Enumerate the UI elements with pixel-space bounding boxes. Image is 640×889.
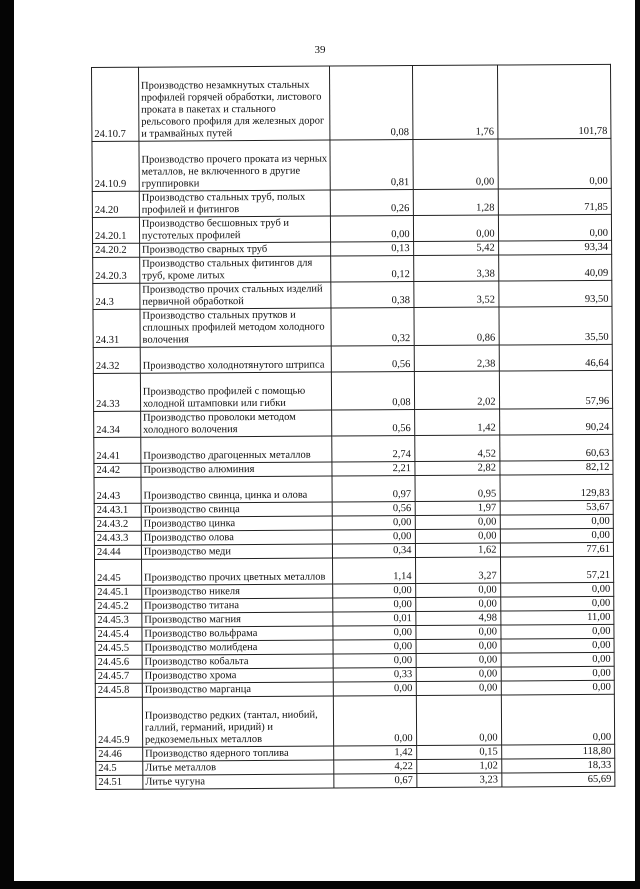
row-code: 24.20.2 [93,243,140,257]
row-name: Производство проволоки методом холодного волочения [140,410,331,437]
row-value-1: 0,00 [333,682,416,697]
row-value-1: 0,00 [333,640,416,655]
row-value-1: 1,14 [332,558,415,585]
table-row [94,408,613,437]
row-name: Производство никеля [142,584,333,599]
row-name: Производство свинца [141,502,332,517]
row-value-1: 0,00 [332,530,415,545]
row-value-1: 0,08 [331,372,414,411]
row-value-2: 0,00 [416,681,501,696]
row-value-3: 93,34 [498,240,612,255]
row-value-2: 1,62 [415,543,500,558]
row-value-2: 0,00 [415,583,500,598]
row-value-1: 0,00 [333,626,416,641]
row-name: Производство незамкнутых стальных профилей горячей обработки, листового проката в пакетах и стального рельсового профиля для железных дорог и трамвайных путей [138,66,329,141]
row-code: 24.43.2 [94,517,141,531]
row-code: 24.45.2 [95,599,142,613]
row-value-1: 0,32 [331,308,414,347]
row-code: 24.43.1 [94,503,141,517]
row-value-1: 0,34 [332,544,415,559]
row-code: 24.44 [94,545,141,559]
row-value-3: 77,61 [500,542,614,557]
row-value-1: 0,00 [333,696,416,747]
row-value-3: 0,00 [501,666,615,681]
row-value-3: 65,69 [501,772,615,787]
row-value-2: 0,15 [416,745,501,760]
row-value-3: 90,24 [499,408,613,435]
row-name: Производство прочих цветных металлов [141,558,332,585]
row-value-3: 0,00 [501,652,615,667]
row-value-3: 71,85 [498,188,612,215]
row-value-3: 18,33 [501,758,615,773]
row-name: Литье металлов [143,760,334,775]
row-code: 24.5 [96,761,143,775]
row-value-2: 0,86 [414,307,499,346]
row-value-1: 0,67 [333,774,416,789]
row-value-2: 1,76 [412,65,497,140]
row-code: 24.10.7 [92,67,139,141]
row-name: Производство бесшовных труб и пустотелых профилей [139,216,330,243]
row-value-1: 0,00 [332,584,415,599]
row-code: 24.20.3 [93,257,140,283]
row-value-3: 0,00 [500,596,614,611]
row-code: 24.45.5 [95,641,142,655]
row-value-2: 0,00 [416,667,501,682]
row-code: 24.33 [93,373,140,411]
row-value-2: 2,38 [414,345,499,372]
row-code: 24.43.3 [94,531,141,545]
row-name: Производство кобальта [142,654,333,669]
row-value-1: 0,13 [330,242,413,257]
row-value-2: 3,27 [415,557,500,584]
scan-edge-left [0,0,14,889]
row-value-2: 0,00 [415,625,500,640]
row-value-2: 0,00 [412,139,497,190]
row-value-3: 0,00 [498,138,612,189]
row-code: 24.45.3 [95,613,142,627]
row-name: Производство прочих стальных изделий первичной обработкой [140,282,331,309]
row-value-3: 0,00 [500,514,614,529]
row-code: 24.45.7 [95,669,142,683]
row-name: Производство марганца [142,682,333,697]
row-value-3: 129,83 [500,474,614,501]
row-value-3: 53,67 [500,500,614,515]
row-value-1: 1,42 [333,746,416,761]
row-value-1: 0,01 [333,612,416,627]
row-value-1: 0,56 [332,502,415,517]
row-value-1: 0,56 [331,346,414,373]
row-value-2: 1,42 [414,409,499,436]
table-row [92,214,611,243]
row-value-3: 0,00 [501,638,615,653]
table-row [96,772,615,789]
row-name: Производство стальных прутков и сплошных профилей методом холодного волочения [140,308,331,347]
row-name: Производство олова [141,530,332,545]
row-code: 24.10.9 [92,141,139,191]
row-value-1: 0,00 [330,216,413,243]
row-value-1: 0,00 [333,654,416,669]
row-name: Производство профилей с помощью холодной штамповки или гибки [140,372,331,411]
row-name: Производство вольфрама [142,626,333,641]
page-number: 39 [314,44,326,56]
row-value-1: 0,12 [330,256,413,283]
table-row [93,306,612,347]
row-code: 24.3 [93,283,140,309]
row-code: 24.34 [94,411,141,437]
row-value-2: 4,98 [415,611,500,626]
row-code: 24.20.1 [92,217,139,243]
row-value-3: 93,50 [498,280,612,307]
table-row [93,370,612,411]
row-value-2: 0,00 [415,597,500,612]
row-value-3: 0,00 [498,214,612,241]
row-value-3: 11,00 [500,610,614,625]
row-value-2: 5,42 [413,241,498,256]
table-row [92,64,611,141]
row-name: Производство редких (тантал, ниобий, галлий, германий, иридий) и редкоземельных металлов [142,696,333,747]
scan-edge-bottom [0,881,640,889]
row-name: Производство алюминия [141,462,332,477]
row-value-2: 0,00 [415,515,500,530]
row-value-2: 4,52 [414,435,499,462]
row-code: 24.32 [93,347,140,373]
row-name: Производство магния [142,612,333,627]
table-row [93,344,612,373]
row-name: Производство прочего проката из черных металлов, не включенного в другие группировки [139,140,330,191]
row-value-1: 0,33 [333,668,416,683]
row-value-1: 0,00 [332,598,415,613]
row-value-3: 60,63 [499,434,613,461]
row-value-3: 40,09 [498,254,612,281]
row-value-3: 101,78 [497,64,611,139]
row-value-3: 0,00 [500,528,614,543]
row-name: Производство цинка [141,516,332,531]
row-value-3: 57,21 [500,556,614,583]
row-name: Производство драгоценных металлов [141,436,332,463]
row-name: Производство титана [142,598,333,613]
row-name: Производство стальных труб, полых профилей и фитингов [139,190,330,217]
table-body [92,64,615,789]
row-value-3: 82,12 [499,460,613,475]
row-value-1: 2,21 [332,462,415,477]
row-name: Производство стальных фитингов для труб, кроме литых [140,256,331,283]
row-value-3: 46,64 [499,344,613,371]
row-code: 24.42 [94,463,141,477]
row-code: 24.45.9 [95,697,142,747]
row-code: 24.51 [96,775,143,789]
row-value-3: 118,80 [501,744,615,759]
row-name: Производство свинца, цинка и олова [141,476,332,503]
row-value-2: 0,00 [413,215,498,242]
row-value-2: 3,52 [413,281,498,308]
row-code: 24.45.1 [95,585,142,599]
row-code: 24.45 [95,559,142,585]
table-row [93,280,612,309]
row-value-2: 0,00 [416,695,501,746]
row-value-1: 0,26 [330,190,413,217]
row-name: Производство меди [141,544,332,559]
row-value-1: 0,97 [332,476,415,503]
row-name: Производство молибдена [142,640,333,655]
row-name: Производство холоднотянутого штрипса [140,346,331,373]
table-row [92,138,611,191]
row-value-1: 0,00 [332,516,415,531]
row-value-3: 0,00 [501,694,615,745]
row-code: 24.31 [93,309,140,347]
row-value-2: 1,97 [415,501,500,516]
row-value-1: 0,81 [330,140,413,191]
row-value-1: 2,74 [331,436,414,463]
row-value-3: 0,00 [500,582,614,597]
row-name: Производство хрома [142,668,333,683]
industry-table [91,64,615,790]
row-name: Производство сварных труб [139,242,330,257]
table-row [95,694,614,747]
row-name: Литье чугуна [143,774,334,789]
row-value-2: 1,02 [416,759,501,774]
row-value-2: 0,00 [416,653,501,668]
row-code: 24.41 [94,437,141,463]
row-value-1: 0,38 [330,282,413,309]
row-code: 24.45.6 [95,655,142,669]
row-value-1: 0,56 [331,410,414,437]
row-code: 24.20 [92,191,139,217]
row-value-2: 2,82 [414,461,499,476]
table-row [94,474,613,503]
row-code: 24.45.4 [95,627,142,641]
row-value-1: 0,08 [329,66,412,141]
row-value-3: 0,00 [501,680,615,695]
row-value-2: 3,38 [413,255,498,282]
row-value-3: 57,96 [499,370,613,409]
table-row [92,188,611,217]
row-code: 24.43 [94,477,141,503]
row-value-2: 2,02 [414,371,499,410]
table-row [94,434,613,463]
row-value-2: 3,23 [416,773,501,788]
row-code: 24.45.8 [95,683,142,697]
table-row [95,556,614,585]
row-value-3: 35,50 [499,306,613,345]
row-code: 24.46 [96,747,143,761]
row-value-2: 0,95 [415,475,500,502]
scan-edge-right [635,0,640,889]
row-name: Производство ядерного топлива [143,746,334,761]
row-value-1: 4,22 [333,760,416,775]
row-value-2: 0,00 [416,639,501,654]
row-value-2: 1,28 [413,189,498,216]
row-value-3: 0,00 [500,624,614,639]
row-value-2: 0,00 [415,529,500,544]
table-row [93,254,612,283]
